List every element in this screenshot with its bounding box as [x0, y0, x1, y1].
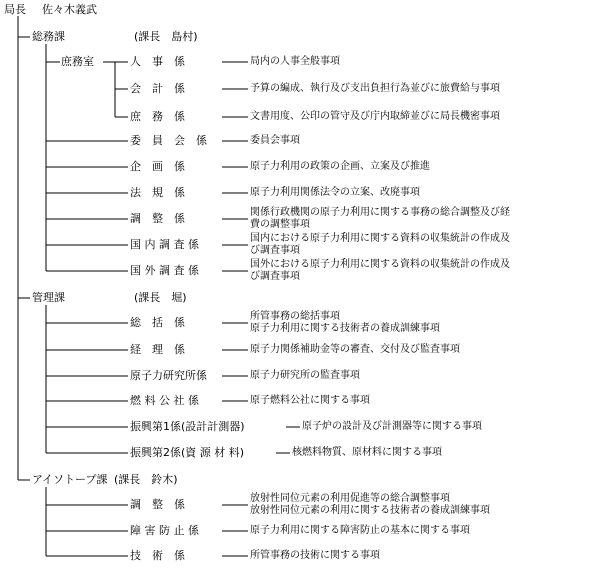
section-duty-line2: 費の調整事項: [250, 219, 310, 230]
office-name: 庶務室: [61, 55, 94, 68]
section-duty: 原子炉の設計及び計測器等に関する事項: [302, 421, 482, 432]
section-name: 調 整 係: [130, 212, 185, 225]
division-name: 管理課: [32, 291, 65, 304]
section-duty: 局内の人事全般事項: [250, 56, 340, 67]
section-name: 燃 料 公 社 係: [130, 394, 199, 407]
section-duty-line1: 放射性同位元素の利用促進等の総合調整事項: [250, 493, 450, 504]
section-duty-line1: 国外における原子力利用に関する資料の収集統計の作成及: [250, 259, 510, 270]
section-duty: 原子力利用に関する障害防止の基本に関する事項: [250, 525, 470, 536]
section-name: 会 計 係: [130, 82, 185, 95]
head-name: 佐々木義武: [42, 3, 97, 16]
section-name: 原子力研究所係: [130, 369, 207, 382]
section-duty: 原子力研究所の監査事項: [250, 370, 360, 381]
division-chief: (課長 島村): [134, 30, 198, 43]
section-name: 振興第2係(資 源 材 料): [130, 446, 245, 459]
section-duty: 原子力関係補助金等の審査、交付及び監査事項: [250, 344, 460, 355]
division-name: アイソトープ課: [32, 473, 108, 486]
section-name: 委 員 会 係: [130, 134, 207, 147]
division-chief: (課長 鈴木): [114, 473, 178, 486]
section-name: 経 理 係: [130, 343, 185, 356]
section-duty: 原子燃料公社に関する事項: [250, 395, 370, 406]
section-duty-line2: 放射性同位元素の利用に関する技術者の養成訓練事項: [250, 505, 490, 516]
section-name: 技 術 係: [130, 549, 185, 562]
section-name: 振興第1係(設計計測器): [130, 420, 245, 433]
head-title: 局長: [4, 3, 26, 16]
division-name: 総務課: [32, 30, 65, 43]
section-duty-line2: び調査事項: [250, 271, 300, 282]
section-duty: 原子力利用の政策の企画、立案及び推進: [250, 161, 430, 172]
section-duty: 文書用度、公印の管守及び庁内取締並びに局長機密事項: [250, 111, 500, 122]
section-duty: 予算の編成、執行及び支出負担行為並びに旅費給与事項: [250, 83, 500, 94]
section-name: 法 規 係: [130, 186, 185, 199]
section-duty: 原子力利用関係法令の立案、改廃事項: [250, 187, 420, 198]
section-duty-line1: 関係行政機関の原子力利用に関する事務の総合調整及び経: [250, 207, 510, 218]
division-chief: (課長 堀): [134, 291, 187, 304]
section-duty-line2: 原子力利用に関する技術者の養成訓練事項: [250, 323, 440, 334]
section-name: 障 害 防 止 係: [130, 524, 199, 537]
section-duty: 所管事務の技術に関する事項: [250, 550, 380, 561]
section-name: 国 外 調 査 係: [130, 264, 199, 277]
section-duty-line1: 国内における原子力利用に関する資料の収集統計の作成及: [250, 233, 510, 244]
section-duty-line1: 所管事務の総括事項: [250, 311, 340, 322]
section-name: 庶 務 係: [130, 110, 185, 123]
section-name: 調 整 係: [130, 498, 185, 511]
section-name: 企 画 係: [130, 160, 185, 173]
section-name: 国 内 調 査 係: [130, 238, 199, 251]
section-duty-line2: び調査事項: [250, 245, 300, 256]
section-duty: 委員会事項: [250, 135, 300, 146]
section-name: 人 事 係: [130, 55, 185, 68]
section-duty: 核燃料物質、原材料に関する事項: [292, 447, 442, 458]
section-name: 総 括 係: [130, 316, 185, 329]
